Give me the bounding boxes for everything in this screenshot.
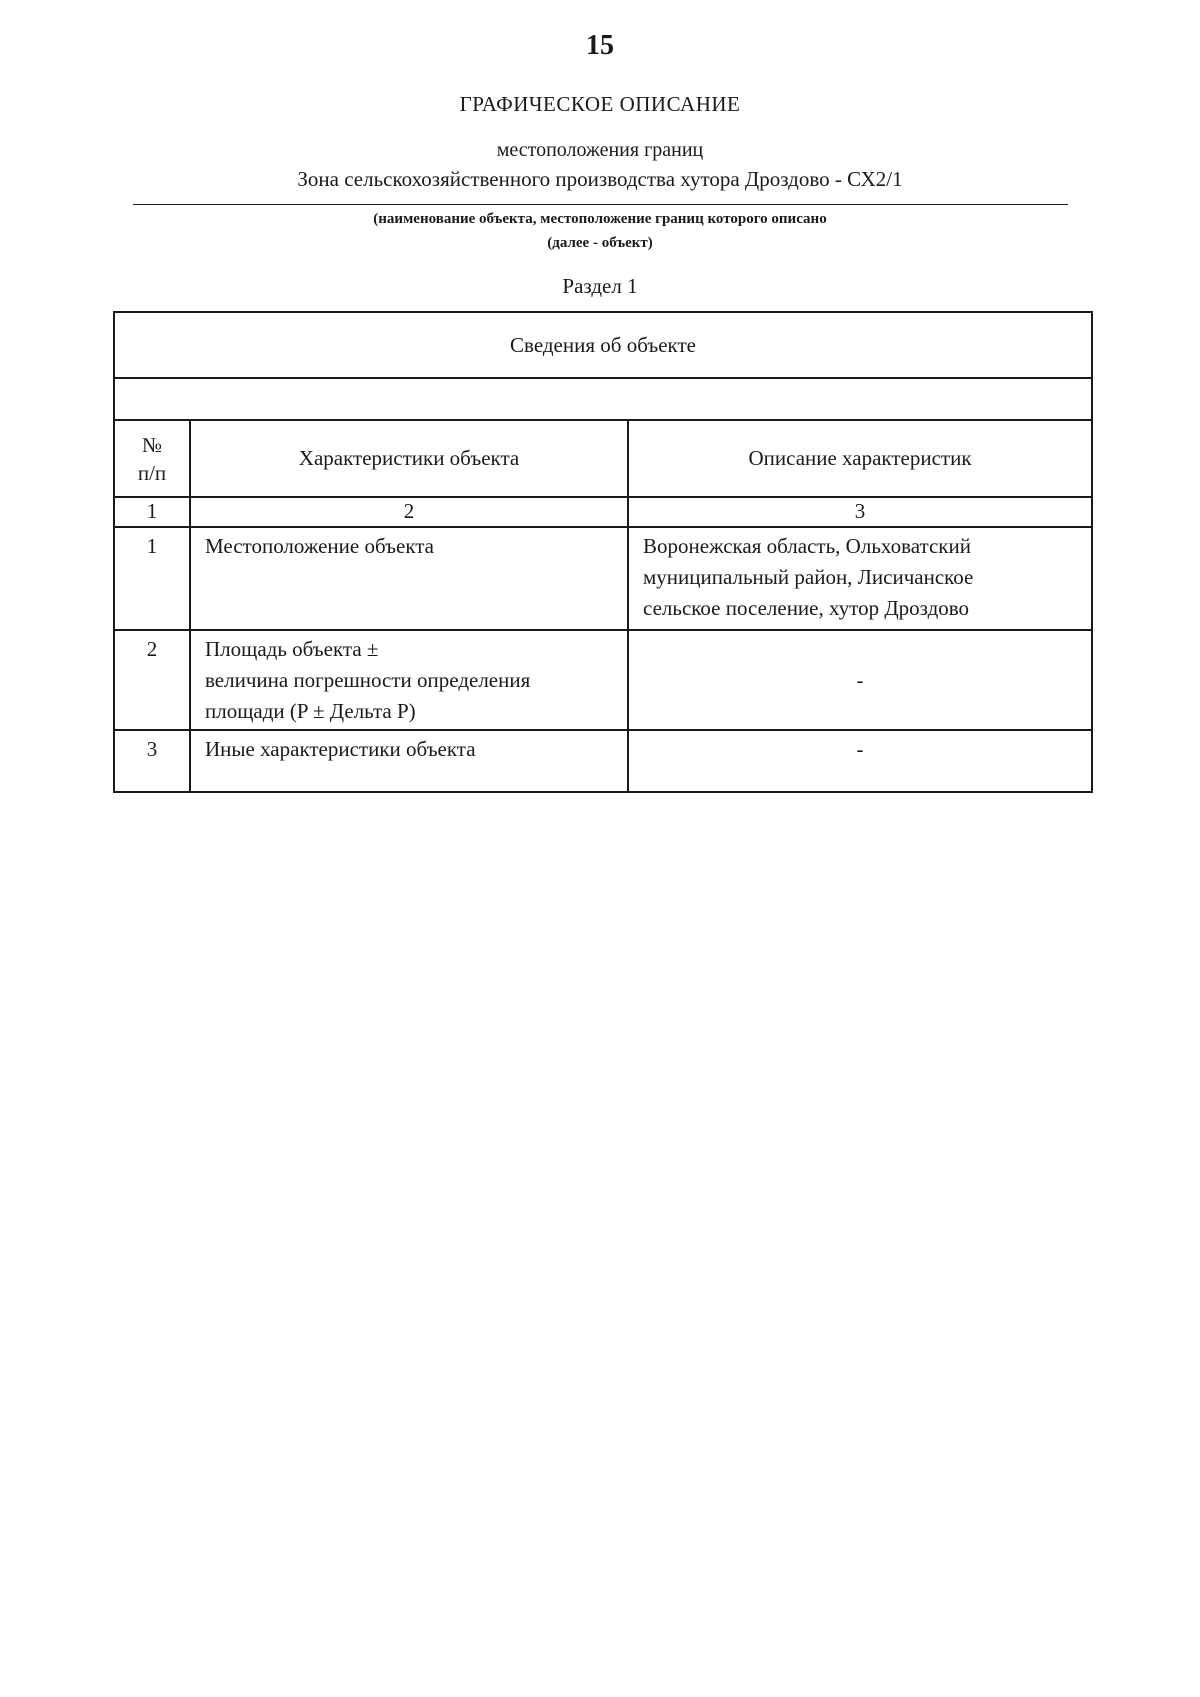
page-number: 15 [586,30,614,61]
column-number-2: 2 [190,497,628,527]
row-description: Воронежская область, Ольховатский муниципальный район, Лисичанское сельское поселение, хутор Дроздово [628,527,1092,630]
row-number: 3 [114,730,190,792]
row-number: 1 [114,527,190,630]
table-empty-cell [114,378,1092,420]
column-number-3: 3 [628,497,1092,527]
row-description: - [628,730,1092,792]
table-row [114,630,1092,730]
object-name: Зона сельскохозяйственного производства хутора Дроздово - СХ2/1 [297,167,903,191]
table-empty-row [114,378,1092,420]
row-description: - [628,630,1092,730]
column-number-1: 1 [114,497,190,527]
table-column-numbers-row [114,497,1092,527]
document-subtitle: местоположения границ [496,139,704,161]
table-row [114,730,1092,792]
object-name-caption-line-1: (наименование объекта, местоположение границ которого описано [373,211,827,227]
table-row [114,527,1092,630]
object-name-underline [133,204,1068,205]
table-header-row [114,420,1092,497]
column-header-number: № п/п [114,420,190,497]
column-header-description: Описание характеристик [628,420,1092,497]
row-characteristic: Площадь объекта ± величина погрешности определения площади (P ± Дельта P) [190,630,628,730]
table-heading: Сведения об объекте [114,312,1092,378]
object-name-caption-line-2: (далее - объект) [547,235,653,251]
object-info-table [113,311,1093,793]
section-label: Раздел 1 [562,274,638,298]
row-number: 2 [114,630,190,730]
row-characteristic: Иные характеристики объекта [190,730,628,792]
column-header-characteristic: Характеристики объекта [190,420,628,497]
document-title: ГРАФИЧЕСКОЕ ОПИСАНИЕ [459,92,741,116]
table-heading-row [114,312,1092,378]
row-characteristic: Местоположение объекта [190,527,628,630]
